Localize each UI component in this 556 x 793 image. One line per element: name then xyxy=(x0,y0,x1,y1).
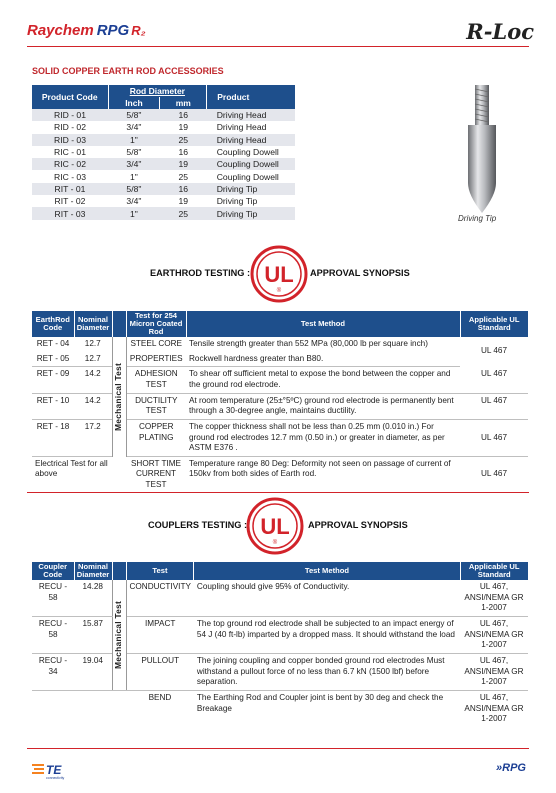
table-row: RET - 18 17.2 COPPER PLATING The copper thickness shall not be less than 0.25 mm (0.010 in.) For ground rod electrodes 12.7 mm (0.50 in.) or greater in diameter, as per ASTM E376 . UL 467 xyxy=(32,419,528,456)
raychem-rpg-logo xyxy=(27,22,146,39)
col-test-method: Test Method xyxy=(194,562,460,580)
earthrod-heading xyxy=(0,244,556,304)
couplers-synopsis: APPROVAL SYNOPSIS xyxy=(308,520,408,530)
ul-logo-text: UL xyxy=(264,262,294,287)
header-divider xyxy=(27,46,529,47)
table-row: BEND The Earthing Rod and Coupler joint is bent by 30 deg and check the Breakage UL 467, ANSI/NEMA GR 1-2007 xyxy=(148,692,524,724)
table-row: RIC - 03 1" 25 Coupling Dowell xyxy=(54,171,279,182)
accessories-title: SOLID COPPER EARTH ROD ACCESSORIES xyxy=(32,66,224,76)
col-coupler-code: Coupler Code xyxy=(32,562,74,580)
ul-logo-text: UL xyxy=(260,514,290,539)
table-row: RECU - 34 19.04 PULLOUT The joining coupling and copper bonded ground rod electrodes Must withstand a pullout force of no less than 6.7 kN (1500 lbf) before separation. UL 467, ANSI/NEMA GR 1-2007 xyxy=(32,653,528,690)
col-ul-standard: Applicable UL Standard xyxy=(460,311,528,337)
brand-raychem: Raychem xyxy=(27,22,94,39)
col-test-method: Test Method xyxy=(186,311,460,337)
table-row: RIC - 01 5/8" 16 Coupling Dowell xyxy=(54,147,279,158)
table-row: RET - 04 12.7 Mechanical Test STEEL CORE Tensile strength greater than 552 MPa (80,000 lb per square inch) UL 467 xyxy=(32,337,528,352)
col-test: Test xyxy=(126,562,194,580)
col-nominal-diameter: Nominal Diameter xyxy=(74,311,112,337)
couplers-heading xyxy=(0,496,556,556)
ul-registered-mark: ® xyxy=(272,540,278,546)
rpg-footer-logo xyxy=(496,762,526,774)
earthrod-synopsis: APPROVAL SYNOPSIS xyxy=(310,268,410,278)
mechanical-test-label: Mechanical Test xyxy=(112,580,126,690)
section-divider xyxy=(27,492,529,493)
ul-logo-icon xyxy=(250,245,308,303)
table-row: RIT - 02 3/4" 19 Driving Tip xyxy=(54,196,258,207)
te-logo-text: TE xyxy=(46,763,62,777)
accessories-table xyxy=(32,85,295,220)
col-ul-standard: Applicable UL Standard xyxy=(460,562,528,580)
rpg-chevrons-icon: » xyxy=(496,762,503,774)
table-row: RET - 09 14.2 ADHESION TEST To shear off sufficient metal to expose the bond between the copper and the ground rod electrode. UL 467 xyxy=(32,367,528,393)
table-row: RID - 03 1" 25 Driving Head xyxy=(32,134,295,146)
table-row: RECU - 58 15.87 IMPACT The top ground rod electrode shall be subjected to an impact energy of 54 J (40 ft-lb) imparted by a dropped mass. It should withstand the load UL 467, ANSI/NEMA GR 1-2007 xyxy=(32,616,528,653)
table-row: Electrical Test for all above SHORT TIME CURRENT TEST Temperature range 80 Deg: Deformity not seen on passage of current of 150kv from both sides of Earth rod. UL 467 xyxy=(35,458,508,490)
table-row: RECU - 58 14.28 Mechanical Test CONDUCTIVITY Coupling should give 95% of Conductivity. UL 467, ANSI/NEMA GR 1-2007 xyxy=(32,580,528,616)
col-product: Product xyxy=(207,85,295,109)
brand-rpg: RPG xyxy=(96,22,130,39)
col-inch: Inch xyxy=(108,97,160,109)
couplers-table xyxy=(32,562,528,727)
mechanical-test-label: Mechanical Test xyxy=(112,337,126,456)
rloc-logo: R-Loc xyxy=(466,19,534,44)
ul-registered-mark: ® xyxy=(276,288,282,294)
table-row: RIT - 01 5/8" 16 Driving Tip xyxy=(32,183,295,195)
col-product-code: Product Code xyxy=(32,85,108,109)
driving-tip-caption: Driving Tip xyxy=(458,214,497,223)
table-row: RIC - 02 3/4" 19 Coupling Dowell xyxy=(32,158,295,170)
te-logo-subtext: connectivity xyxy=(46,776,65,780)
table-row: RIT - 03 1" 25 Driving Tip xyxy=(32,207,295,219)
table-row: RET - 05 12.7 PROPERTIES Rockwell hardness greater than B80. xyxy=(32,352,528,367)
earthrod-table xyxy=(32,311,528,493)
col-mm: mm xyxy=(160,97,207,109)
couplers-label: COUPLERS TESTING : xyxy=(148,520,248,530)
table-row: RID - 01 5/8" 16 Driving Head xyxy=(32,109,295,121)
footer-divider xyxy=(27,748,529,749)
col-test-coated: Test for 254 Micron Coated Rod xyxy=(126,311,186,337)
ul-logo-icon xyxy=(246,497,304,555)
col-rod-diameter: Rod Diameter xyxy=(108,85,207,97)
table-row: RET - 10 14.2 DUCTILITY TEST At room temperature (25±°5ºC) ground rod electrode is permanently bent through a 30-degree angle, maintains ductility. UL 467 xyxy=(32,393,528,419)
brand-mark: R₂ xyxy=(131,23,146,38)
driving-tip-image xyxy=(462,83,502,215)
table-row: RID - 02 3/4" 19 Driving Head xyxy=(54,122,267,133)
earthrod-label: EARTHROD TESTING : xyxy=(150,268,251,278)
col-nominal-diameter: Nominal Diameter xyxy=(74,562,112,580)
rpg-footer-text: RPG xyxy=(502,762,526,774)
te-connectivity-logo xyxy=(30,760,80,780)
col-earthrod-code: EarthRod Code xyxy=(32,311,74,337)
